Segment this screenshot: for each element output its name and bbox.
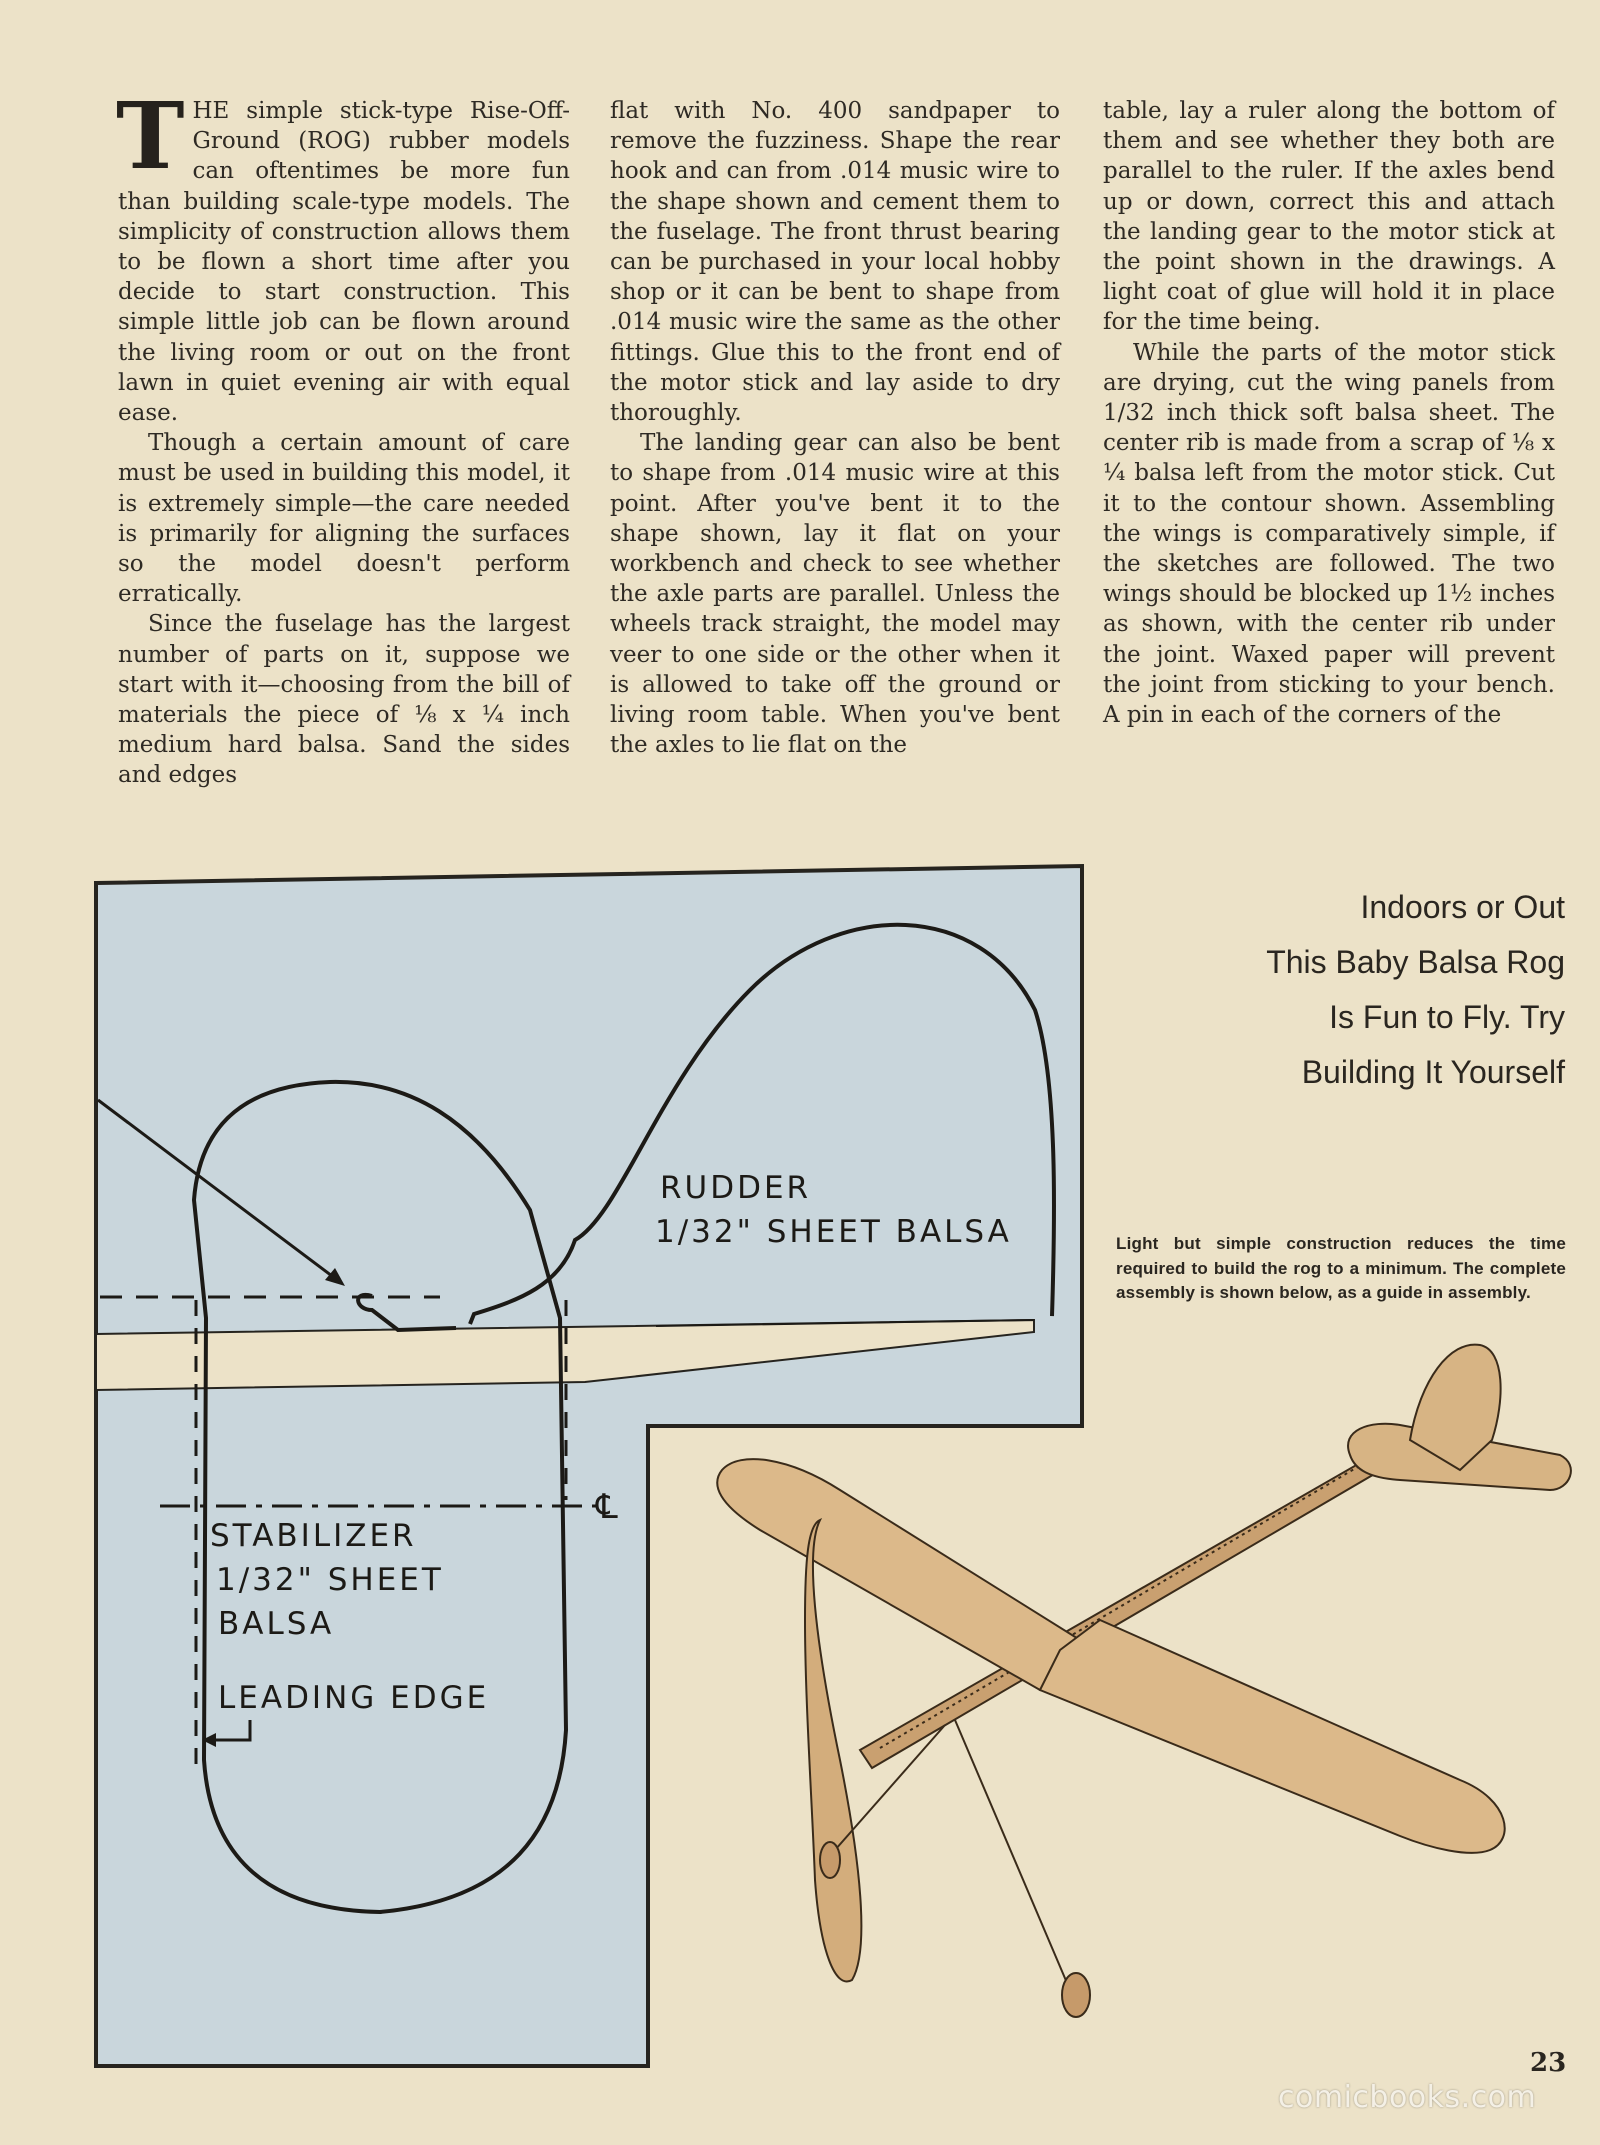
page-number: 23: [1530, 2048, 1567, 2078]
centerline-symbol: ℄: [596, 1487, 618, 1527]
headline: [1180, 880, 1565, 1100]
illustration-caption: Light but simple construction reduces the time required to build the rog to a minimum. The complete assembly is shown below, as a guide in assembly.: [1116, 1234, 1566, 1302]
headline-line-1: Indoors or Out: [1360, 889, 1565, 925]
stabilizer-balsa-label: BALSA: [218, 1606, 335, 1642]
headline-line-3: Is Fun to Fly. Try: [1329, 999, 1565, 1035]
landing-gear-right: [955, 1720, 1070, 1990]
rudder-material-label: 1/32" SHEET BALSA: [655, 1214, 1012, 1250]
wheel-left: [820, 1842, 840, 1878]
headline-line-4: Building It Yourself: [1301, 1054, 1565, 1090]
airplane-illustration: [717, 1345, 1571, 2017]
plan-sheet: [96, 866, 1082, 2066]
paragraph-text: HE simple stick-type Rise-Off-Ground (ROG) rubber models can oftentimes be more fun than building scale-type models. The simplicity of construction allows them to be flown a short time after you decide to start construction. This simple little job can be flown around the living room or out on the front lawn in quiet evening air with equal ease.: [118, 98, 570, 427]
site-watermark: comicbooks.com: [1278, 2080, 1537, 2115]
left-wing: [717, 1459, 1080, 1690]
right-wing: [1040, 1620, 1505, 1853]
article-paragraph: The landing gear can also be bent to shape from .014 music wire at this point. After you've bent it to the shape shown, lay it flat on your workbench and check to see whether the axle parts are parallel. Unless the wheels track straight, the model may veer to one side or the other when it is allowed to take off the ground or living room table. When you've bent the axles to lie flat on the: [610, 430, 1060, 759]
article-paragraph: flat with No. 400 sandpaper to remove the fuzziness. Shape the rear hook and can from .014 music wire to the shape shown and cement them to the fuselage. The front thrust bearing can be purchased in your local hobby shop or it can be bent to shape from .014 music wire the same as the other fittings. Glue this to the front end of the motor stick and lay aside to dry thoroughly.: [610, 98, 1060, 427]
drop-cap: T: [116, 82, 185, 190]
propeller: [805, 1520, 861, 1982]
rudder-label: RUDDER: [660, 1170, 812, 1206]
stabilizer-label: STABILIZER: [210, 1518, 417, 1554]
article-paragraph: Since the fuselage has the largest number of parts on it, suppose we start with it—choosing from the bill of materials the piece of ⅛ x ¼ inch medium hard balsa. Sand the sides and edges: [118, 611, 570, 789]
article-paragraph: While the parts of the motor stick are drying, cut the wing panels from 1/32 inch thick soft balsa sheet. The center rib is made from a scrap of ⅛ x ¼ balsa left from the motor stick. Cut it to the contour shown. Assembling the wings is comparatively simple, if the sketches are followed. The two wings should be blocked up 1½ inches as shown, with the center rib under the joint. Waxed paper will prevent the joint from sticking to your bench. A pin in each of the corners of the: [1103, 339, 1555, 729]
article-paragraph: Though a certain amount of care must be used in building this model, it is extremely simple—the care needed is primarily for aligning the surfaces so the model doesn't perform erratically.: [118, 430, 570, 608]
stabilizer-material-label: 1/32" SHEET: [216, 1562, 444, 1598]
headline-line-2: This Baby Balsa Rog: [1266, 944, 1565, 980]
wheel-right: [1062, 1973, 1090, 2017]
leading-edge-label: LEADING EDGE: [218, 1680, 490, 1716]
article-paragraph: table, lay a ruler along the bottom of them and see whether they both are parallel to the ruler. If the axles bend up or down, correct this and attach the landing gear to the motor stick at the point shown in the drawings. A light coat of glue will hold it in place for the time being.: [1103, 98, 1555, 336]
